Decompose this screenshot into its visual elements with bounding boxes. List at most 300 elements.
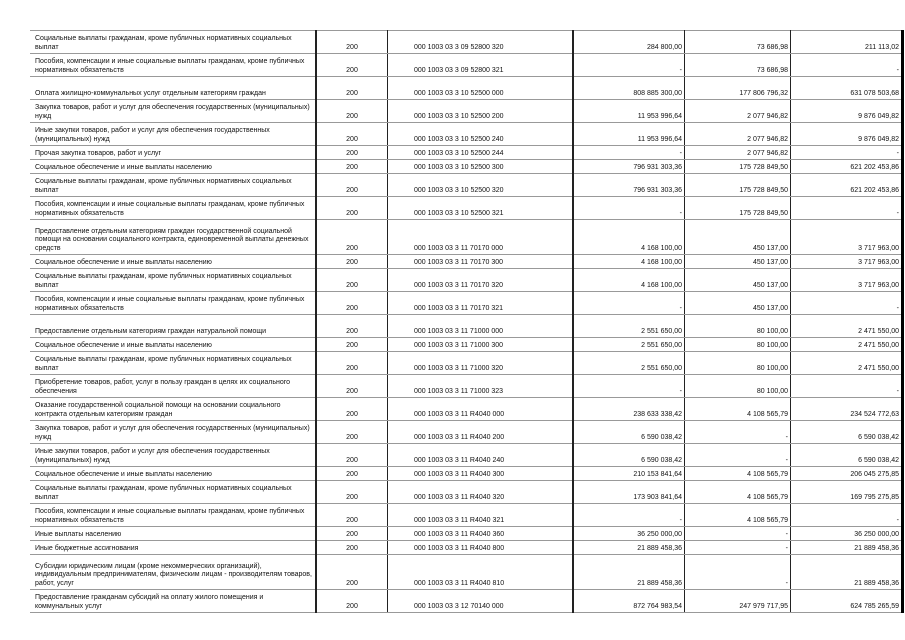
unexecuted-amount-text: 169 795 275,85 bbox=[850, 493, 899, 501]
classification-code bbox=[388, 77, 574, 100]
approved-amount-text: - bbox=[679, 209, 682, 217]
line-code-text: 200 bbox=[346, 341, 358, 349]
classification-code-text: 000 1003 03 3 11 R4040 321 bbox=[414, 516, 505, 524]
executed-amount bbox=[685, 146, 791, 160]
unexecuted-amount-text: 624 785 265,59 bbox=[850, 602, 899, 610]
executed-amount bbox=[685, 31, 791, 54]
approved-amount bbox=[573, 220, 685, 255]
row-name bbox=[30, 292, 316, 315]
approved-amount bbox=[573, 146, 685, 160]
line-code bbox=[316, 504, 388, 527]
line-code bbox=[316, 375, 388, 398]
executed-amount-text: - bbox=[785, 530, 788, 538]
unexecuted-amount bbox=[791, 77, 903, 100]
table-row bbox=[30, 421, 903, 444]
line-code bbox=[316, 444, 388, 467]
row-name bbox=[30, 54, 316, 77]
unexecuted-amount bbox=[791, 315, 903, 338]
row-name bbox=[30, 31, 316, 54]
unexecuted-amount-text: 2 471 550,00 bbox=[858, 327, 899, 335]
classification-code-text: 000 1003 03 3 11 R4040 240 bbox=[414, 456, 505, 464]
executed-amount bbox=[685, 100, 791, 123]
approved-amount-text: - bbox=[679, 66, 682, 74]
unexecuted-amount bbox=[791, 338, 903, 352]
unexecuted-amount-text: - bbox=[896, 387, 899, 395]
executed-amount-text: 2 077 946,82 bbox=[747, 112, 788, 120]
row-name bbox=[30, 504, 316, 527]
row-name bbox=[30, 481, 316, 504]
row-name-text: Социальное обеспечение и иные выплаты населению bbox=[35, 470, 212, 478]
row-name bbox=[30, 541, 316, 555]
row-name bbox=[30, 174, 316, 197]
approved-amount-text: 4 168 100,00 bbox=[641, 258, 682, 266]
classification-code bbox=[388, 527, 574, 541]
unexecuted-amount bbox=[791, 174, 903, 197]
row-name-text: Пособия, компенсации и иные социальные выплаты гражданам, кроме публичных нормативных обязательств bbox=[35, 296, 305, 312]
table-row bbox=[30, 398, 903, 421]
unexecuted-amount-text: - bbox=[896, 304, 899, 312]
executed-amount-text: - bbox=[785, 456, 788, 464]
classification-code bbox=[388, 100, 574, 123]
unexecuted-amount bbox=[791, 269, 903, 292]
line-code bbox=[316, 255, 388, 269]
classification-code-text: 000 1003 03 3 11 70170 300 bbox=[414, 258, 504, 266]
table-row bbox=[30, 375, 903, 398]
executed-amount bbox=[685, 352, 791, 375]
executed-amount bbox=[685, 398, 791, 421]
line-code-text: 200 bbox=[346, 364, 358, 372]
executed-amount bbox=[685, 527, 791, 541]
table-row bbox=[30, 174, 903, 197]
approved-amount bbox=[573, 174, 685, 197]
classification-code bbox=[388, 160, 574, 174]
executed-amount bbox=[685, 292, 791, 315]
approved-amount bbox=[573, 398, 685, 421]
approved-amount bbox=[573, 527, 685, 541]
row-name-text: Предоставление отдельным категориям граждан государственной социальной помощи на основании социального контракта, единовременной выплаты денежных средств bbox=[35, 227, 309, 252]
executed-amount bbox=[685, 160, 791, 174]
line-code-text: 200 bbox=[346, 530, 358, 538]
row-name bbox=[30, 398, 316, 421]
unexecuted-amount-text: 3 717 963,00 bbox=[858, 258, 899, 266]
classification-code-text: 000 1003 03 3 11 R4040 300 bbox=[414, 470, 505, 478]
row-name-text: Иные закупки товаров, работ и услуг для обеспечения государственных (муниципальных) нужд bbox=[35, 448, 270, 464]
executed-amount bbox=[685, 338, 791, 352]
approved-amount bbox=[573, 31, 685, 54]
row-name bbox=[30, 255, 316, 269]
approved-amount-text: 2 551 650,00 bbox=[641, 327, 682, 335]
row-name-text: Оказание государственной социальной помощи на основании социального контракта отдельным категориям граждан bbox=[35, 402, 281, 418]
line-code-text: 200 bbox=[346, 493, 358, 501]
executed-amount-text: 80 100,00 bbox=[756, 364, 788, 372]
classification-code-text: 000 1003 03 3 10 52500 200 bbox=[414, 112, 504, 120]
table-row bbox=[30, 269, 903, 292]
table-row bbox=[30, 338, 903, 352]
approved-amount-text: 36 250 000,00 bbox=[637, 530, 682, 538]
unexecuted-amount-text: 36 250 000,00 bbox=[854, 530, 899, 538]
executed-amount-text: 4 108 565,79 bbox=[747, 516, 788, 524]
executed-amount-text: 450 137,00 bbox=[752, 304, 788, 312]
approved-amount bbox=[573, 467, 685, 481]
executed-amount-text: 73 686,98 bbox=[756, 43, 788, 51]
row-name bbox=[30, 338, 316, 352]
unexecuted-amount-text: 234 524 772,63 bbox=[850, 410, 899, 418]
row-name-text: Прочая закупка товаров, работ и услуг bbox=[35, 149, 162, 157]
approved-amount-text: 21 889 458,36 bbox=[637, 579, 682, 587]
table-row bbox=[30, 292, 903, 315]
table-row bbox=[30, 146, 903, 160]
classification-code-text: 000 1003 03 3 11 70170 320 bbox=[414, 281, 504, 289]
unexecuted-amount-text: 206 045 275,85 bbox=[850, 470, 899, 478]
executed-amount-text: 450 137,00 bbox=[752, 281, 788, 289]
table-row bbox=[30, 197, 903, 220]
classification-code-text: 000 1003 03 3 10 52500 000 bbox=[414, 89, 504, 97]
row-name-text: Социальное обеспечение и иные выплаты населению bbox=[35, 163, 212, 171]
classification-code bbox=[388, 220, 574, 255]
unexecuted-amount bbox=[791, 100, 903, 123]
approved-amount-text: 872 764 983,54 bbox=[633, 602, 682, 610]
approved-amount bbox=[573, 292, 685, 315]
classification-code bbox=[388, 504, 574, 527]
line-code bbox=[316, 77, 388, 100]
classification-code bbox=[388, 123, 574, 146]
row-name bbox=[30, 444, 316, 467]
table-row bbox=[30, 315, 903, 338]
table-row bbox=[30, 590, 903, 613]
approved-amount bbox=[573, 421, 685, 444]
row-name bbox=[30, 590, 316, 613]
line-code bbox=[316, 197, 388, 220]
executed-amount bbox=[685, 315, 791, 338]
row-name-text: Оплата жилищно-коммунальных услуг отдельным категориям граждан bbox=[35, 89, 266, 97]
line-code-text: 200 bbox=[346, 327, 358, 335]
line-code bbox=[316, 100, 388, 123]
classification-code bbox=[388, 541, 574, 555]
line-code-text: 200 bbox=[346, 387, 358, 395]
classification-code-text: 000 1003 03 3 09 52800 321 bbox=[414, 66, 504, 74]
row-name-text: Пособия, компенсации и иные социальные выплаты гражданам, кроме публичных нормативных обязательств bbox=[35, 58, 305, 74]
line-code-text: 200 bbox=[346, 43, 358, 51]
approved-amount bbox=[573, 255, 685, 269]
executed-amount-text: 73 686,98 bbox=[756, 66, 788, 74]
executed-amount-text: 450 137,00 bbox=[752, 244, 788, 252]
line-code bbox=[316, 338, 388, 352]
executed-amount-text: 2 077 946,82 bbox=[747, 135, 788, 143]
approved-amount bbox=[573, 338, 685, 352]
line-code bbox=[316, 555, 388, 590]
table-row bbox=[30, 467, 903, 481]
executed-amount bbox=[685, 375, 791, 398]
approved-amount bbox=[573, 315, 685, 338]
line-code-text: 200 bbox=[346, 149, 358, 157]
approved-amount-text: 210 153 841,64 bbox=[633, 470, 682, 478]
row-name-text: Пособия, компенсации и иные социальные выплаты гражданам, кроме публичных нормативных обязательств bbox=[35, 508, 305, 524]
line-code bbox=[316, 527, 388, 541]
classification-code-text: 000 1003 03 3 09 52800 320 bbox=[414, 43, 504, 51]
row-name bbox=[30, 527, 316, 541]
unexecuted-amount-text: 2 471 550,00 bbox=[858, 341, 899, 349]
executed-amount-text: 80 100,00 bbox=[756, 327, 788, 335]
classification-code-text: 000 1003 03 3 10 52500 244 bbox=[414, 149, 504, 157]
unexecuted-amount-text: 9 876 049,82 bbox=[858, 135, 899, 143]
approved-amount-text: - bbox=[679, 387, 682, 395]
unexecuted-amount-text: - bbox=[896, 66, 899, 74]
line-code-text: 200 bbox=[346, 209, 358, 217]
classification-code bbox=[388, 315, 574, 338]
line-code bbox=[316, 146, 388, 160]
classification-code bbox=[388, 421, 574, 444]
line-code-text: 200 bbox=[346, 186, 358, 194]
executed-amount bbox=[685, 123, 791, 146]
line-code-text: 200 bbox=[346, 410, 358, 418]
row-name-text: Иные бюджетные ассигнования bbox=[35, 544, 139, 552]
unexecuted-amount bbox=[791, 444, 903, 467]
approved-amount-text: 4 168 100,00 bbox=[641, 244, 682, 252]
table-row bbox=[30, 352, 903, 375]
executed-amount bbox=[685, 541, 791, 555]
unexecuted-amount bbox=[791, 527, 903, 541]
row-name-text: Иные выплаты населению bbox=[35, 530, 122, 538]
row-name-text: Пособия, компенсации и иные социальные выплаты гражданам, кроме публичных нормативных обязательств bbox=[35, 201, 305, 217]
approved-amount-text: 238 633 338,42 bbox=[633, 410, 682, 418]
line-code-text: 200 bbox=[346, 135, 358, 143]
executed-amount-text: 450 137,00 bbox=[752, 258, 788, 266]
approved-amount bbox=[573, 444, 685, 467]
line-code-text: 200 bbox=[346, 163, 358, 171]
executed-amount-text: 4 108 565,79 bbox=[747, 470, 788, 478]
executed-amount bbox=[685, 481, 791, 504]
table-row bbox=[30, 541, 903, 555]
classification-code bbox=[388, 375, 574, 398]
classification-code-text: 000 1003 03 3 11 R4040 810 bbox=[414, 579, 505, 587]
approved-amount bbox=[573, 160, 685, 174]
unexecuted-amount bbox=[791, 255, 903, 269]
row-name bbox=[30, 197, 316, 220]
row-name bbox=[30, 77, 316, 100]
line-code-text: 200 bbox=[346, 258, 358, 266]
executed-amount bbox=[685, 421, 791, 444]
executed-amount-text: 80 100,00 bbox=[756, 341, 788, 349]
line-code bbox=[316, 590, 388, 613]
approved-amount-text: 6 590 038,42 bbox=[641, 456, 682, 464]
row-name bbox=[30, 315, 316, 338]
approved-amount bbox=[573, 504, 685, 527]
executed-amount-text: - bbox=[785, 433, 788, 441]
classification-code bbox=[388, 292, 574, 315]
classification-code bbox=[388, 146, 574, 160]
approved-amount bbox=[573, 54, 685, 77]
line-code-text: 200 bbox=[346, 544, 358, 552]
unexecuted-amount bbox=[791, 197, 903, 220]
row-name-text: Социальные выплаты гражданам, кроме публичных нормативных социальных выплат bbox=[35, 356, 292, 372]
unexecuted-amount bbox=[791, 292, 903, 315]
unexecuted-amount bbox=[791, 54, 903, 77]
line-code-text: 200 bbox=[346, 281, 358, 289]
classification-code bbox=[388, 398, 574, 421]
classification-code-text: 000 1003 03 3 11 71000 320 bbox=[414, 364, 504, 372]
executed-amount bbox=[685, 220, 791, 255]
line-code-text: 200 bbox=[346, 456, 358, 464]
classification-code-text: 000 1003 03 3 12 70140 000 bbox=[414, 602, 504, 610]
approved-amount-text: 796 931 303,36 bbox=[633, 163, 682, 171]
line-code-text: 200 bbox=[346, 579, 358, 587]
unexecuted-amount bbox=[791, 541, 903, 555]
line-code bbox=[316, 541, 388, 555]
table-row bbox=[30, 481, 903, 504]
line-code-text: 200 bbox=[346, 112, 358, 120]
executed-amount bbox=[685, 590, 791, 613]
unexecuted-amount-text: 3 717 963,00 bbox=[858, 244, 899, 252]
unexecuted-amount bbox=[791, 352, 903, 375]
row-name bbox=[30, 352, 316, 375]
line-code-text: 200 bbox=[346, 304, 358, 312]
classification-code bbox=[388, 197, 574, 220]
line-code bbox=[316, 220, 388, 255]
executed-amount-text: 175 728 849,50 bbox=[739, 209, 788, 217]
unexecuted-amount bbox=[791, 220, 903, 255]
approved-amount bbox=[573, 590, 685, 613]
unexecuted-amount bbox=[791, 467, 903, 481]
row-name-text: Иные закупки товаров, работ и услуг для обеспечения государственных (муниципальных) нужд bbox=[35, 127, 270, 143]
line-code bbox=[316, 352, 388, 375]
table-row bbox=[30, 220, 903, 255]
unexecuted-amount-text: 211 113,02 bbox=[865, 43, 899, 51]
row-name bbox=[30, 421, 316, 444]
classification-code-text: 000 1003 03 3 11 71000 323 bbox=[414, 387, 504, 395]
classification-code-text: 000 1003 03 3 10 52500 240 bbox=[414, 135, 504, 143]
classification-code bbox=[388, 31, 574, 54]
row-name bbox=[30, 123, 316, 146]
executed-amount bbox=[685, 504, 791, 527]
executed-amount bbox=[685, 77, 791, 100]
executed-amount-text: 2 077 946,82 bbox=[747, 149, 788, 157]
table-row bbox=[30, 123, 903, 146]
approved-amount bbox=[573, 352, 685, 375]
classification-code-text: 000 1003 03 3 11 70170 321 bbox=[414, 304, 504, 312]
table-row bbox=[30, 54, 903, 77]
executed-amount-text: 177 806 796,32 bbox=[739, 89, 788, 97]
row-name-text: Социальное обеспечение и иные выплаты населению bbox=[35, 341, 212, 349]
unexecuted-amount-text: 6 590 038,42 bbox=[858, 433, 899, 441]
row-name-text: Субсидии юридическим лицам (кроме некоммерческих организаций), индивидуальным предпринимателям, физическим лицам - производителям товаров, работ, услуг bbox=[35, 562, 312, 587]
table-row bbox=[30, 77, 903, 100]
row-name-text: Закупка товаров, работ и услуг для обеспечения государственных (муниципальных) нужд bbox=[35, 104, 310, 120]
row-name bbox=[30, 100, 316, 123]
unexecuted-amount-text: 621 202 453,86 bbox=[850, 186, 899, 194]
executed-amount-text: - bbox=[785, 579, 788, 587]
line-code-text: 200 bbox=[346, 244, 358, 252]
table-row bbox=[30, 527, 903, 541]
classification-code bbox=[388, 352, 574, 375]
line-code bbox=[316, 123, 388, 146]
row-name bbox=[30, 146, 316, 160]
classification-code bbox=[388, 54, 574, 77]
classification-code-text: 000 1003 03 3 11 R4040 200 bbox=[414, 433, 505, 441]
unexecuted-amount-text: 631 078 503,68 bbox=[850, 89, 899, 97]
approved-amount bbox=[573, 541, 685, 555]
executed-amount-text: 4 108 565,79 bbox=[747, 410, 788, 418]
line-code bbox=[316, 315, 388, 338]
unexecuted-amount bbox=[791, 555, 903, 590]
classification-code-text: 000 1003 03 3 10 52500 300 bbox=[414, 163, 504, 171]
line-code-text: 200 bbox=[346, 433, 358, 441]
line-code bbox=[316, 31, 388, 54]
unexecuted-amount-text: 2 471 550,00 bbox=[858, 364, 899, 372]
unexecuted-amount bbox=[791, 590, 903, 613]
line-code bbox=[316, 481, 388, 504]
table-row bbox=[30, 504, 903, 527]
unexecuted-amount-text: 9 876 049,82 bbox=[858, 112, 899, 120]
unexecuted-amount-text: 21 889 458,36 bbox=[854, 579, 899, 587]
approved-amount-text: 21 889 458,36 bbox=[637, 544, 682, 552]
table-body bbox=[30, 31, 903, 613]
executed-amount-text: - bbox=[785, 544, 788, 552]
table-row bbox=[30, 555, 903, 590]
line-code bbox=[316, 174, 388, 197]
approved-amount-text: 2 551 650,00 bbox=[641, 341, 682, 349]
classification-code bbox=[388, 444, 574, 467]
executed-amount bbox=[685, 54, 791, 77]
row-name-text: Социальные выплаты гражданам, кроме публичных нормативных социальных выплат bbox=[35, 273, 292, 289]
executed-amount-text: 175 728 849,50 bbox=[739, 163, 788, 171]
executed-amount bbox=[685, 555, 791, 590]
approved-amount-text: 11 953 996,64 bbox=[637, 135, 682, 143]
unexecuted-amount bbox=[791, 481, 903, 504]
line-code bbox=[316, 54, 388, 77]
unexecuted-amount bbox=[791, 146, 903, 160]
line-code-text: 200 bbox=[346, 516, 358, 524]
classification-code-text: 000 1003 03 3 11 70170 000 bbox=[414, 244, 504, 252]
line-code bbox=[316, 292, 388, 315]
unexecuted-amount bbox=[791, 123, 903, 146]
unexecuted-amount bbox=[791, 504, 903, 527]
line-code-text: 200 bbox=[346, 89, 358, 97]
classification-code bbox=[388, 338, 574, 352]
approved-amount bbox=[573, 555, 685, 590]
line-code bbox=[316, 398, 388, 421]
unexecuted-amount bbox=[791, 31, 903, 54]
unexecuted-amount-text: 621 202 453,86 bbox=[850, 163, 899, 171]
line-code bbox=[316, 160, 388, 174]
executed-amount bbox=[685, 197, 791, 220]
approved-amount bbox=[573, 100, 685, 123]
unexecuted-amount bbox=[791, 160, 903, 174]
approved-amount bbox=[573, 197, 685, 220]
classification-code-text: 000 1003 03 3 10 52500 321 bbox=[414, 209, 504, 217]
table-row bbox=[30, 160, 903, 174]
executed-amount-text: 80 100,00 bbox=[756, 387, 788, 395]
line-code-text: 200 bbox=[346, 66, 358, 74]
row-name-text: Социальные выплаты гражданам, кроме публичных нормативных социальных выплат bbox=[35, 35, 292, 51]
approved-amount-text: 284 800,00 bbox=[646, 43, 682, 51]
executed-amount bbox=[685, 467, 791, 481]
approved-amount-text: 2 551 650,00 bbox=[641, 364, 682, 372]
unexecuted-amount-text: 6 590 038,42 bbox=[858, 456, 899, 464]
approved-amount-text: 4 168 100,00 bbox=[641, 281, 682, 289]
table-row bbox=[30, 444, 903, 467]
line-code bbox=[316, 269, 388, 292]
executed-amount-text: 4 108 565,79 bbox=[747, 493, 788, 501]
row-name bbox=[30, 467, 316, 481]
classification-code-text: 000 1003 03 3 11 71000 000 bbox=[414, 327, 504, 335]
executed-amount bbox=[685, 174, 791, 197]
executed-amount-text: 247 979 717,95 bbox=[739, 602, 788, 610]
unexecuted-amount-text: - bbox=[896, 516, 899, 524]
approved-amount-text: - bbox=[679, 516, 682, 524]
classification-code-text: 000 1003 03 3 11 71000 300 bbox=[414, 341, 504, 349]
approved-amount bbox=[573, 375, 685, 398]
executed-amount bbox=[685, 269, 791, 292]
